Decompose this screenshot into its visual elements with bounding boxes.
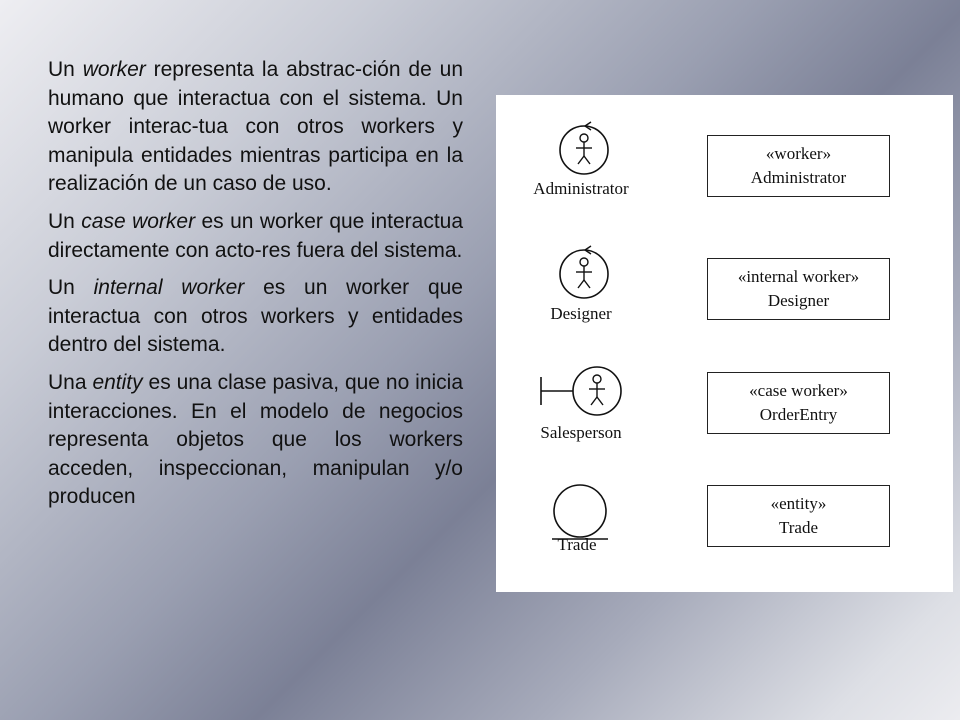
icon-area bbox=[516, 238, 646, 348]
paragraph-internal-worker bbox=[48, 274, 463, 360]
icon-label: Administrator bbox=[533, 179, 629, 198]
icon-area bbox=[516, 475, 646, 585]
paragraph-text: Un bbox=[48, 58, 83, 81]
worker-icon bbox=[516, 113, 646, 183]
diagram-row-administrator bbox=[496, 113, 953, 223]
paragraph-entity bbox=[48, 369, 463, 512]
diagram-row-designer bbox=[496, 238, 953, 348]
stereotype-label: «internal worker» bbox=[737, 267, 860, 286]
uml-diagram-panel bbox=[496, 95, 953, 592]
class-name: Administrator bbox=[750, 168, 847, 187]
class-name: Designer bbox=[767, 291, 830, 310]
stereotype-label: «worker» bbox=[765, 144, 832, 163]
italic-term: case worker bbox=[81, 209, 196, 233]
italic-term: entity bbox=[92, 370, 143, 394]
paragraph-text: Una bbox=[48, 370, 93, 394]
uml-class-box bbox=[707, 485, 890, 547]
paragraph-text: Un bbox=[48, 209, 82, 233]
italic-term: internal worker bbox=[93, 276, 245, 300]
paragraph-text: representa la abstrac-ción de un humano que interactua con el sistema. Un worker interac-tua con otros workers y manipula entidades mientras participa en la realización de un caso de uso. bbox=[48, 58, 463, 196]
class-name: OrderEntry bbox=[759, 405, 838, 424]
worker-icon bbox=[516, 238, 646, 308]
italic-term: worker bbox=[82, 58, 146, 81]
uml-class-box bbox=[707, 372, 890, 434]
diagram-row-salesperson bbox=[496, 355, 953, 465]
icon-label: Salesperson bbox=[540, 423, 622, 442]
stereotype-label: «entity» bbox=[770, 494, 827, 513]
class-name: Trade bbox=[778, 518, 819, 537]
paragraph-text: es una clase pasiva, que no inicia interacciones. En el modelo de negocios representa objetos que los workers acceden, inspeccionan, manipulan y/o producen bbox=[48, 370, 464, 509]
icon-area bbox=[516, 355, 646, 465]
icon-area bbox=[516, 113, 646, 223]
icon-label: Trade bbox=[557, 535, 597, 554]
uml-class-box bbox=[707, 135, 890, 197]
paragraph-worker bbox=[48, 56, 463, 199]
paragraph-text: Un bbox=[48, 276, 94, 300]
stereotype-label: «case worker» bbox=[749, 381, 848, 400]
case-worker-icon bbox=[516, 355, 646, 425]
text-column bbox=[48, 56, 463, 521]
diagram-row-trade bbox=[496, 475, 953, 585]
icon-label: Designer bbox=[550, 304, 612, 323]
uml-class-box bbox=[707, 258, 890, 320]
paragraph-case-worker bbox=[48, 208, 463, 265]
paragraph-text: es un worker que interactua con otros workers y entidades dentro del sistema. bbox=[48, 276, 463, 357]
paragraph-text: es un worker que interactua directamente con acto-res fuera del sistema. bbox=[48, 209, 464, 262]
